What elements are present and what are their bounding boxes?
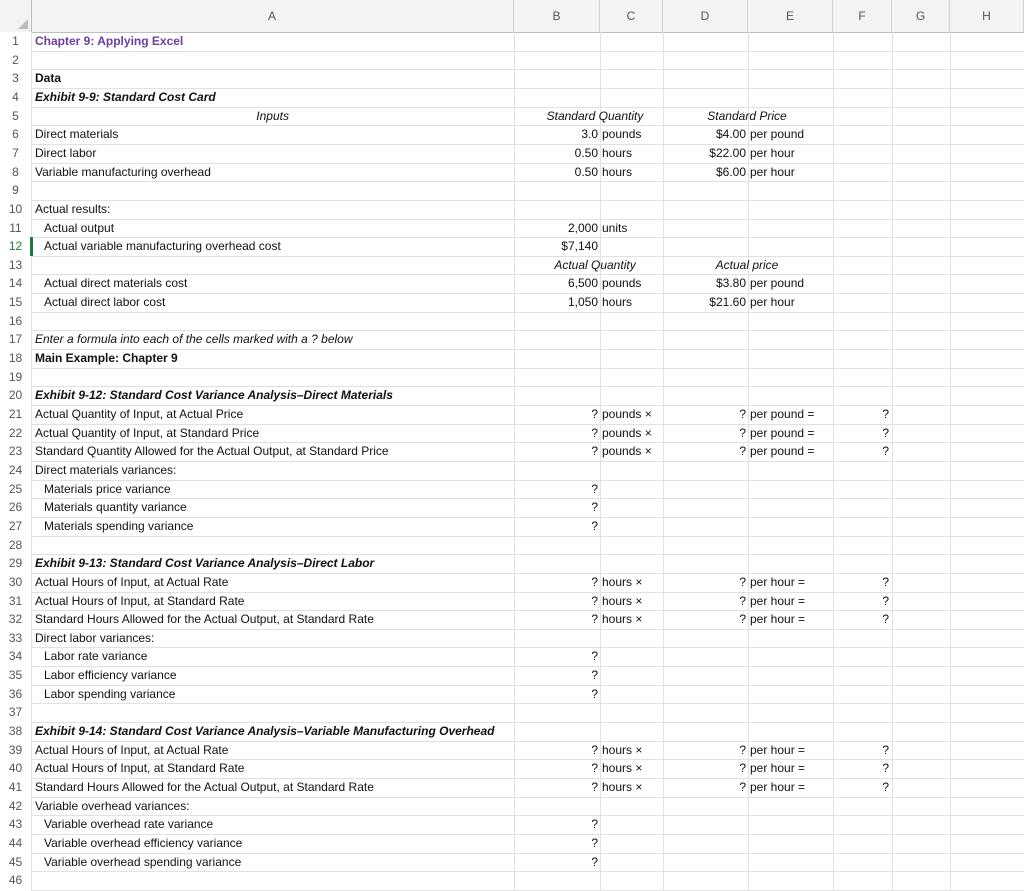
- cell-e8[interactable]: per hour: [750, 165, 795, 179]
- cell-b39[interactable]: ?: [591, 743, 598, 757]
- cell-b11[interactable]: 2,000: [567, 221, 598, 235]
- cell-c21[interactable]: pounds ×: [602, 407, 652, 421]
- cell-e39[interactable]: per hour =: [750, 743, 806, 757]
- cell-e21[interactable]: per pound =: [750, 407, 815, 421]
- select-all-corner[interactable]: [0, 0, 32, 32]
- column-header-h[interactable]: H: [950, 0, 1024, 32]
- cell-e32[interactable]: per hour =: [750, 612, 806, 626]
- cell-b40[interactable]: ?: [591, 761, 598, 775]
- cell-a42[interactable]: Variable overhead variances:: [35, 799, 190, 813]
- cell-b34[interactable]: ?: [591, 649, 598, 663]
- row-header-23[interactable]: 23: [0, 442, 31, 460]
- cell-f40[interactable]: ?: [882, 761, 889, 775]
- cell-b25[interactable]: ?: [591, 482, 598, 496]
- cell-b36[interactable]: ?: [591, 687, 598, 701]
- column-header-e[interactable]: E: [748, 0, 833, 32]
- cell-f41[interactable]: ?: [882, 780, 889, 794]
- cell-a41[interactable]: Standard Hours Allowed for the Actual Output, at Standard Rate: [35, 780, 374, 794]
- cell-a18[interactable]: Main Example: Chapter 9: [35, 351, 178, 365]
- cell-b23[interactable]: ?: [591, 444, 598, 458]
- row-header-12[interactable]: 12: [0, 237, 31, 255]
- row-header-15[interactable]: 15: [0, 293, 31, 311]
- row-header-44[interactable]: 44: [0, 834, 31, 852]
- cell-c14[interactable]: pounds: [602, 276, 642, 290]
- cell-c31[interactable]: hours ×: [602, 594, 643, 608]
- row-header-18[interactable]: 18: [0, 349, 31, 367]
- cell-a1[interactable]: Chapter 9: Applying Excel: [35, 34, 184, 48]
- row-header-1[interactable]: 1: [0, 32, 31, 50]
- cell-e15[interactable]: per hour: [750, 295, 795, 309]
- column-header-g[interactable]: G: [892, 0, 950, 32]
- column-header-f[interactable]: F: [833, 0, 892, 32]
- cell-d22[interactable]: ?: [739, 426, 746, 440]
- cell-d23[interactable]: ?: [739, 444, 746, 458]
- cell-a20[interactable]: Exhibit 9-12: Standard Cost Variance Analysis–Direct Materials: [35, 388, 393, 402]
- cell-d21[interactable]: ?: [739, 407, 746, 421]
- row-header-40[interactable]: 40: [0, 759, 31, 777]
- row-header-34[interactable]: 34: [0, 647, 31, 665]
- row-header-21[interactable]: 21: [0, 405, 31, 423]
- cell-b41[interactable]: ?: [591, 780, 598, 794]
- cell-a39[interactable]: Actual Hours of Input, at Actual Rate: [35, 743, 229, 757]
- selected-row-indicator: [30, 237, 33, 256]
- row-header-41[interactable]: 41: [0, 778, 31, 796]
- cell-d41[interactable]: ?: [739, 780, 746, 794]
- cell-b12[interactable]: $7,140: [561, 239, 598, 253]
- row-header-16[interactable]: 16: [0, 312, 31, 330]
- row-header-29[interactable]: 29: [0, 554, 31, 572]
- cell-b27[interactable]: ?: [591, 519, 598, 533]
- gridline-horizontal: [31, 181, 1024, 182]
- cell-a7[interactable]: Direct labor: [35, 146, 97, 160]
- row-header-14[interactable]: 14: [0, 274, 31, 292]
- cell-a12[interactable]: Actual variable manufacturing overhead cost: [44, 239, 281, 253]
- row-header-2[interactable]: 2: [0, 51, 31, 69]
- row-header-37[interactable]: 37: [0, 703, 31, 721]
- cell-f31[interactable]: ?: [882, 594, 889, 608]
- cell-d8[interactable]: $6.00: [715, 165, 746, 179]
- cell-e23[interactable]: per pound =: [750, 444, 815, 458]
- cell-b6[interactable]: 3.0: [581, 127, 598, 141]
- column-header-b[interactable]: B: [514, 0, 600, 32]
- cell-a8[interactable]: Variable manufacturing overhead: [35, 165, 211, 179]
- cell-c32[interactable]: hours ×: [602, 612, 643, 626]
- cell-a17[interactable]: Enter a formula into each of the cells marked with a ? below: [35, 332, 353, 346]
- cell-a15[interactable]: Actual direct labor cost: [44, 295, 166, 309]
- cell-d7[interactable]: $22.00: [709, 146, 746, 160]
- row-header-3[interactable]: 3: [0, 69, 31, 87]
- gridline-horizontal: [31, 312, 1024, 313]
- cell-c39[interactable]: hours ×: [602, 743, 643, 757]
- cell-b44[interactable]: ?: [591, 836, 598, 850]
- cell-a22[interactable]: Actual Quantity of Input, at Standard Price: [35, 426, 260, 440]
- cell-a4[interactable]: Exhibit 9-9: Standard Cost Card: [35, 90, 216, 104]
- row-header-6[interactable]: 6: [0, 125, 31, 143]
- cell-a5[interactable]: Inputs: [256, 109, 289, 123]
- cell-b26[interactable]: ?: [591, 500, 598, 514]
- row-header-31[interactable]: 31: [0, 592, 31, 610]
- cell-a31[interactable]: Actual Hours of Input, at Standard Rate: [35, 594, 245, 608]
- cell-c23[interactable]: pounds ×: [602, 444, 652, 458]
- row-header-4[interactable]: 4: [0, 88, 31, 106]
- row-header-26[interactable]: 26: [0, 498, 31, 516]
- cell-a30[interactable]: Actual Hours of Input, at Actual Rate: [35, 575, 229, 589]
- cell-b21[interactable]: ?: [591, 407, 598, 421]
- cell-c22[interactable]: pounds ×: [602, 426, 652, 440]
- cell-a40[interactable]: Actual Hours of Input, at Standard Rate: [35, 761, 245, 775]
- row-header-9[interactable]: 9: [0, 181, 31, 199]
- cell-b35[interactable]: ?: [591, 668, 598, 682]
- cell-c6[interactable]: pounds: [602, 127, 642, 141]
- cell-c41[interactable]: hours ×: [602, 780, 643, 794]
- cell-e30[interactable]: per hour =: [750, 575, 806, 589]
- cell-a24[interactable]: Direct materials variances:: [35, 463, 177, 477]
- row-header-33[interactable]: 33: [0, 629, 31, 647]
- cell-e40[interactable]: per hour =: [750, 761, 806, 775]
- cell-f22[interactable]: ?: [882, 426, 889, 440]
- column-header-d[interactable]: D: [663, 0, 748, 32]
- row-header-5[interactable]: 5: [0, 107, 31, 125]
- cell-e31[interactable]: per hour =: [750, 594, 806, 608]
- cell-d30[interactable]: ?: [739, 575, 746, 589]
- row-header-22[interactable]: 22: [0, 424, 31, 442]
- cell-f39[interactable]: ?: [882, 743, 889, 757]
- row-header-10[interactable]: 10: [0, 200, 31, 218]
- cell-d13[interactable]: Actual price: [715, 258, 779, 272]
- cell-e6[interactable]: per pound: [750, 127, 805, 141]
- cell-b32[interactable]: ?: [591, 612, 598, 626]
- cell-a21[interactable]: Actual Quantity of Input, at Actual Price: [35, 407, 244, 421]
- row-header-43[interactable]: 43: [0, 815, 31, 833]
- row-header-39[interactable]: 39: [0, 741, 31, 759]
- row-header-45[interactable]: 45: [0, 853, 31, 871]
- cell-d32[interactable]: ?: [739, 612, 746, 626]
- cell-d31[interactable]: ?: [739, 594, 746, 608]
- row-header-46[interactable]: 46: [0, 871, 31, 889]
- cell-c7[interactable]: hours: [602, 146, 633, 160]
- cell-a34[interactable]: Labor rate variance: [44, 649, 148, 663]
- cell-b43[interactable]: ?: [591, 817, 598, 831]
- row-header-8[interactable]: 8: [0, 163, 31, 181]
- cell-a3[interactable]: Data: [35, 71, 62, 85]
- cell-a6[interactable]: Direct materials: [35, 127, 119, 141]
- cell-c11[interactable]: units: [602, 221, 628, 235]
- cell-c15[interactable]: hours: [602, 295, 633, 309]
- cell-d14[interactable]: $3.80: [715, 276, 746, 290]
- cell-b30[interactable]: ?: [591, 575, 598, 589]
- cell-b14[interactable]: 6,500: [567, 276, 598, 290]
- row-header-32[interactable]: 32: [0, 610, 31, 628]
- cell-f32[interactable]: ?: [882, 612, 889, 626]
- cell-a35[interactable]: Labor efficiency variance: [44, 668, 177, 682]
- cell-a33[interactable]: Direct labor variances:: [35, 631, 155, 645]
- cell-a10[interactable]: Actual results:: [35, 202, 111, 216]
- row-header-20[interactable]: 20: [0, 386, 31, 404]
- cell-b5[interactable]: Standard Quantity: [546, 109, 644, 123]
- row-header-13[interactable]: 13: [0, 256, 31, 274]
- cell-b45[interactable]: ?: [591, 855, 598, 869]
- cell-c30[interactable]: hours ×: [602, 575, 643, 589]
- cell-d6[interactable]: $4.00: [715, 127, 746, 141]
- cell-a11[interactable]: Actual output: [44, 221, 115, 235]
- cell-a26[interactable]: Materials quantity variance: [44, 500, 187, 514]
- gridline-horizontal: [31, 368, 1024, 369]
- cell-e7[interactable]: per hour: [750, 146, 795, 160]
- row-header-25[interactable]: 25: [0, 480, 31, 498]
- row-header-19[interactable]: 19: [0, 368, 31, 386]
- cell-b31[interactable]: ?: [591, 594, 598, 608]
- row-header-36[interactable]: 36: [0, 685, 31, 703]
- gridline-horizontal: [31, 536, 1024, 537]
- row-header-28[interactable]: 28: [0, 536, 31, 554]
- cell-c40[interactable]: hours ×: [602, 761, 643, 775]
- row-header-42[interactable]: 42: [0, 797, 31, 815]
- cell-d15[interactable]: $21.60: [709, 295, 746, 309]
- row-header-11[interactable]: 11: [0, 219, 31, 237]
- cell-a36[interactable]: Labor spending variance: [44, 687, 176, 701]
- cell-e14[interactable]: per pound: [750, 276, 805, 290]
- cell-c8[interactable]: hours: [602, 165, 633, 179]
- gridline-horizontal: [31, 703, 1024, 704]
- gridline-horizontal: [31, 51, 1024, 52]
- gridline-horizontal: [31, 871, 1024, 872]
- row-header-35[interactable]: 35: [0, 666, 31, 684]
- column-header-a[interactable]: A: [31, 0, 514, 32]
- cell-a43[interactable]: Variable overhead rate variance: [44, 817, 214, 831]
- cell-b8[interactable]: 0.50: [574, 165, 598, 179]
- cell-a45[interactable]: Variable overhead spending variance: [44, 855, 242, 869]
- cell-e41[interactable]: per hour =: [750, 780, 806, 794]
- cell-b13[interactable]: Actual Quantity: [554, 258, 636, 272]
- select-all-triangle-icon: [18, 19, 28, 29]
- column-header-c[interactable]: C: [600, 0, 663, 32]
- row-header-27[interactable]: 27: [0, 517, 31, 535]
- cell-a44[interactable]: Variable overhead efficiency variance: [44, 836, 243, 850]
- cell-d39[interactable]: ?: [739, 743, 746, 757]
- cell-d40[interactable]: ?: [739, 761, 746, 775]
- row-header-7[interactable]: 7: [0, 144, 31, 162]
- cell-a29[interactable]: Exhibit 9-13: Standard Cost Variance Analysis–Direct Labor: [35, 556, 375, 570]
- row-header-30[interactable]: 30: [0, 573, 31, 591]
- row-header-17[interactable]: 17: [0, 330, 31, 348]
- cell-a14[interactable]: Actual direct materials cost: [44, 276, 188, 290]
- cell-f30[interactable]: ?: [882, 575, 889, 589]
- cell-b22[interactable]: ?: [591, 426, 598, 440]
- cell-a27[interactable]: Materials spending variance: [44, 519, 194, 533]
- cell-e22[interactable]: per pound =: [750, 426, 815, 440]
- cell-a25[interactable]: Materials price variance: [44, 482, 171, 496]
- row-header-38[interactable]: 38: [0, 722, 31, 740]
- cell-b7[interactable]: 0.50: [574, 146, 598, 160]
- cell-b15[interactable]: 1,050: [567, 295, 598, 309]
- cell-f21[interactable]: ?: [882, 407, 889, 421]
- row-header-24[interactable]: 24: [0, 461, 31, 479]
- cell-f23[interactable]: ?: [882, 444, 889, 458]
- cell-a32[interactable]: Standard Hours Allowed for the Actual Output, at Standard Rate: [35, 612, 374, 626]
- cell-a23[interactable]: Standard Quantity Allowed for the Actual Output, at Standard Price: [35, 444, 389, 458]
- cell-a38[interactable]: Exhibit 9-14: Standard Cost Variance Analysis–Variable Manufacturing Overhead: [35, 724, 495, 738]
- cell-d5[interactable]: Standard Price: [707, 109, 787, 123]
